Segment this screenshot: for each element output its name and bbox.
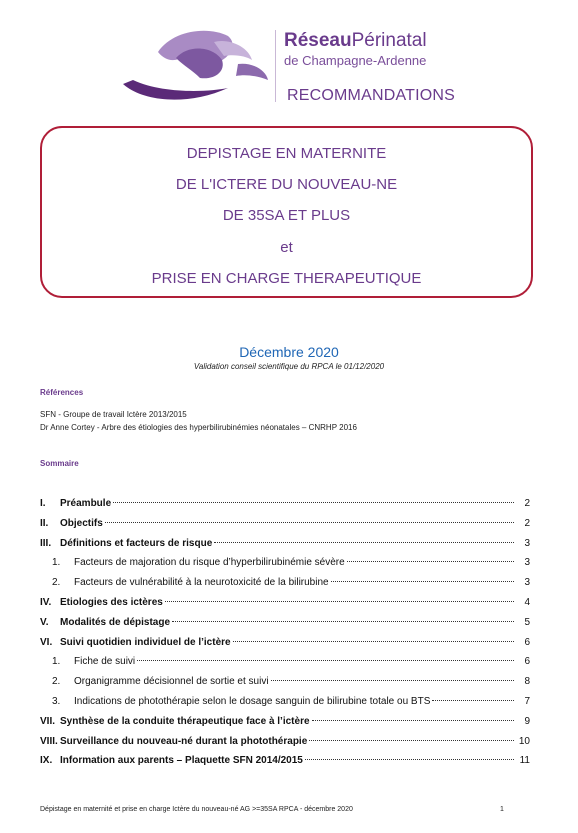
toc-entry[interactable] [40, 676, 530, 696]
toc-entry[interactable] [40, 617, 530, 637]
toc-number: VII. [40, 715, 56, 727]
toc-page: 2 [524, 517, 530, 529]
toc-number: I. [40, 498, 46, 509]
toc-label: Surveillance du nouveau-né durant la photothérapie [60, 735, 308, 747]
toc-label: Objectifs [60, 517, 103, 529]
toc-number: VIII. [40, 735, 58, 747]
toc-entry[interactable] [40, 696, 530, 716]
toc-page: 3 [524, 577, 530, 589]
reference-item: SFN - Groupe de travail Ictère 2013/2015 [40, 410, 187, 419]
toc-page: 3 [524, 537, 530, 549]
toc-entry[interactable] [40, 716, 530, 736]
toc-number: III. [40, 537, 52, 549]
toc-number: V. [40, 616, 49, 628]
toc-leader [105, 522, 514, 523]
toc-number: IV. [40, 596, 52, 608]
toc-leader [172, 621, 514, 622]
toc-number: 1. [52, 656, 61, 668]
toc-page: 7 [524, 695, 530, 707]
toc-label: Facteurs de vulnérabilité à la neurotoxicité de la bilirubine [74, 577, 329, 589]
summary-heading: Sommaire [40, 459, 79, 468]
toc-label: Indications de photothérapie selon le dosage sanguin de bilirubine totale ou BTS [74, 695, 431, 707]
toc-entry[interactable] [40, 498, 530, 518]
toc-leader [271, 680, 514, 681]
toc-entry[interactable] [40, 518, 530, 538]
table-of-contents [40, 498, 530, 775]
toc-leader [137, 660, 514, 661]
toc-entry[interactable] [40, 755, 530, 775]
document-date: Décembre 2020 [239, 344, 339, 360]
toc-leader [331, 581, 514, 582]
toc-entry[interactable] [40, 577, 530, 597]
toc-page: 8 [524, 676, 530, 688]
toc-page: 2 [524, 498, 530, 509]
title-box [40, 126, 533, 298]
toc-number: IX. [40, 755, 53, 767]
toc-label: Modalités de dépistage [60, 616, 171, 628]
toc-leader [432, 700, 514, 701]
toc-entry[interactable] [40, 597, 530, 617]
brand-divider [275, 30, 276, 102]
toc-leader [347, 561, 514, 562]
validation-note: Validation conseil scientifique du RPCA le 01/12/2020 [193, 362, 385, 371]
toc-entry[interactable] [40, 557, 530, 577]
toc-page: 4 [524, 596, 530, 608]
toc-number: II. [40, 517, 49, 529]
toc-number: VI. [40, 636, 53, 648]
toc-leader [312, 720, 514, 721]
brand-name [284, 30, 427, 52]
toc-number: 2. [52, 577, 61, 589]
network-logo [118, 22, 278, 106]
toc-leader [309, 740, 514, 741]
toc-leader [305, 759, 514, 760]
toc-page: 3 [524, 557, 530, 569]
toc-entry[interactable] [40, 637, 530, 657]
section-heading: RECOMMANDATIONS [287, 87, 456, 104]
toc-number: 1. [52, 557, 61, 569]
toc-label: Fiche de suivi [74, 656, 136, 668]
title-line: DE 35SA ET PLUS [222, 207, 351, 224]
toc-leader [233, 641, 514, 642]
title-line: DE L'ICTERE DU NOUVEAU-NE [175, 176, 398, 193]
page-footer: Dépistage en maternité et prise en charge Ictère du nouveau-né AG >=35SA RPCA - décembre 2020 [40, 806, 353, 813]
toc-entry[interactable] [40, 736, 530, 756]
toc-leader [214, 542, 514, 543]
toc-page: 6 [524, 636, 530, 648]
toc-page: 5 [524, 616, 530, 628]
title-line: PRISE EN CHARGE THERAPEUTIQUE [151, 270, 422, 287]
toc-entry[interactable] [40, 656, 530, 676]
brand-name-bold: Réseau [284, 30, 352, 51]
toc-label: Organigramme décisionnel de sortie et suivi [74, 676, 269, 688]
toc-page: 10 [518, 735, 530, 747]
title-line: DEPISTAGE EN MATERNITE [186, 145, 387, 162]
toc-number: 3. [52, 695, 61, 707]
brand-region: de Champagne-Ardenne [284, 53, 427, 68]
toc-label: Définitions et facteurs de risque [60, 537, 213, 549]
toc-number: 2. [52, 676, 61, 688]
toc-page: 11 [519, 755, 530, 767]
references-heading: Références [40, 388, 84, 397]
page-number: 1 [500, 806, 504, 813]
toc-leader [165, 601, 514, 602]
reference-item: Dr Anne Cortey - Arbre des étiologies des hyperbilirubinémies néonatales – CNRHP 2016 [40, 423, 357, 432]
hands-logo-icon [118, 22, 278, 106]
toc-leader [113, 502, 514, 503]
toc-label: Préambule [60, 498, 112, 509]
brand-name-rest: Périnatal [351, 30, 427, 51]
toc-label: Information aux parents – Plaquette SFN 2014/2015 [60, 755, 303, 767]
toc-label: Suivi quotidien individuel de l’ictère [60, 636, 231, 648]
toc-label: Etiologies des ictères [60, 596, 163, 608]
title-line: et [280, 239, 293, 256]
toc-page: 9 [524, 715, 530, 727]
toc-label: Facteurs de majoration du risque d’hyperbilirubinémie sévère [74, 557, 345, 569]
toc-label: Synthèse de la conduite thérapeutique face à l’ictère [60, 715, 310, 727]
toc-entry[interactable] [40, 538, 530, 558]
toc-page: 6 [524, 656, 530, 668]
